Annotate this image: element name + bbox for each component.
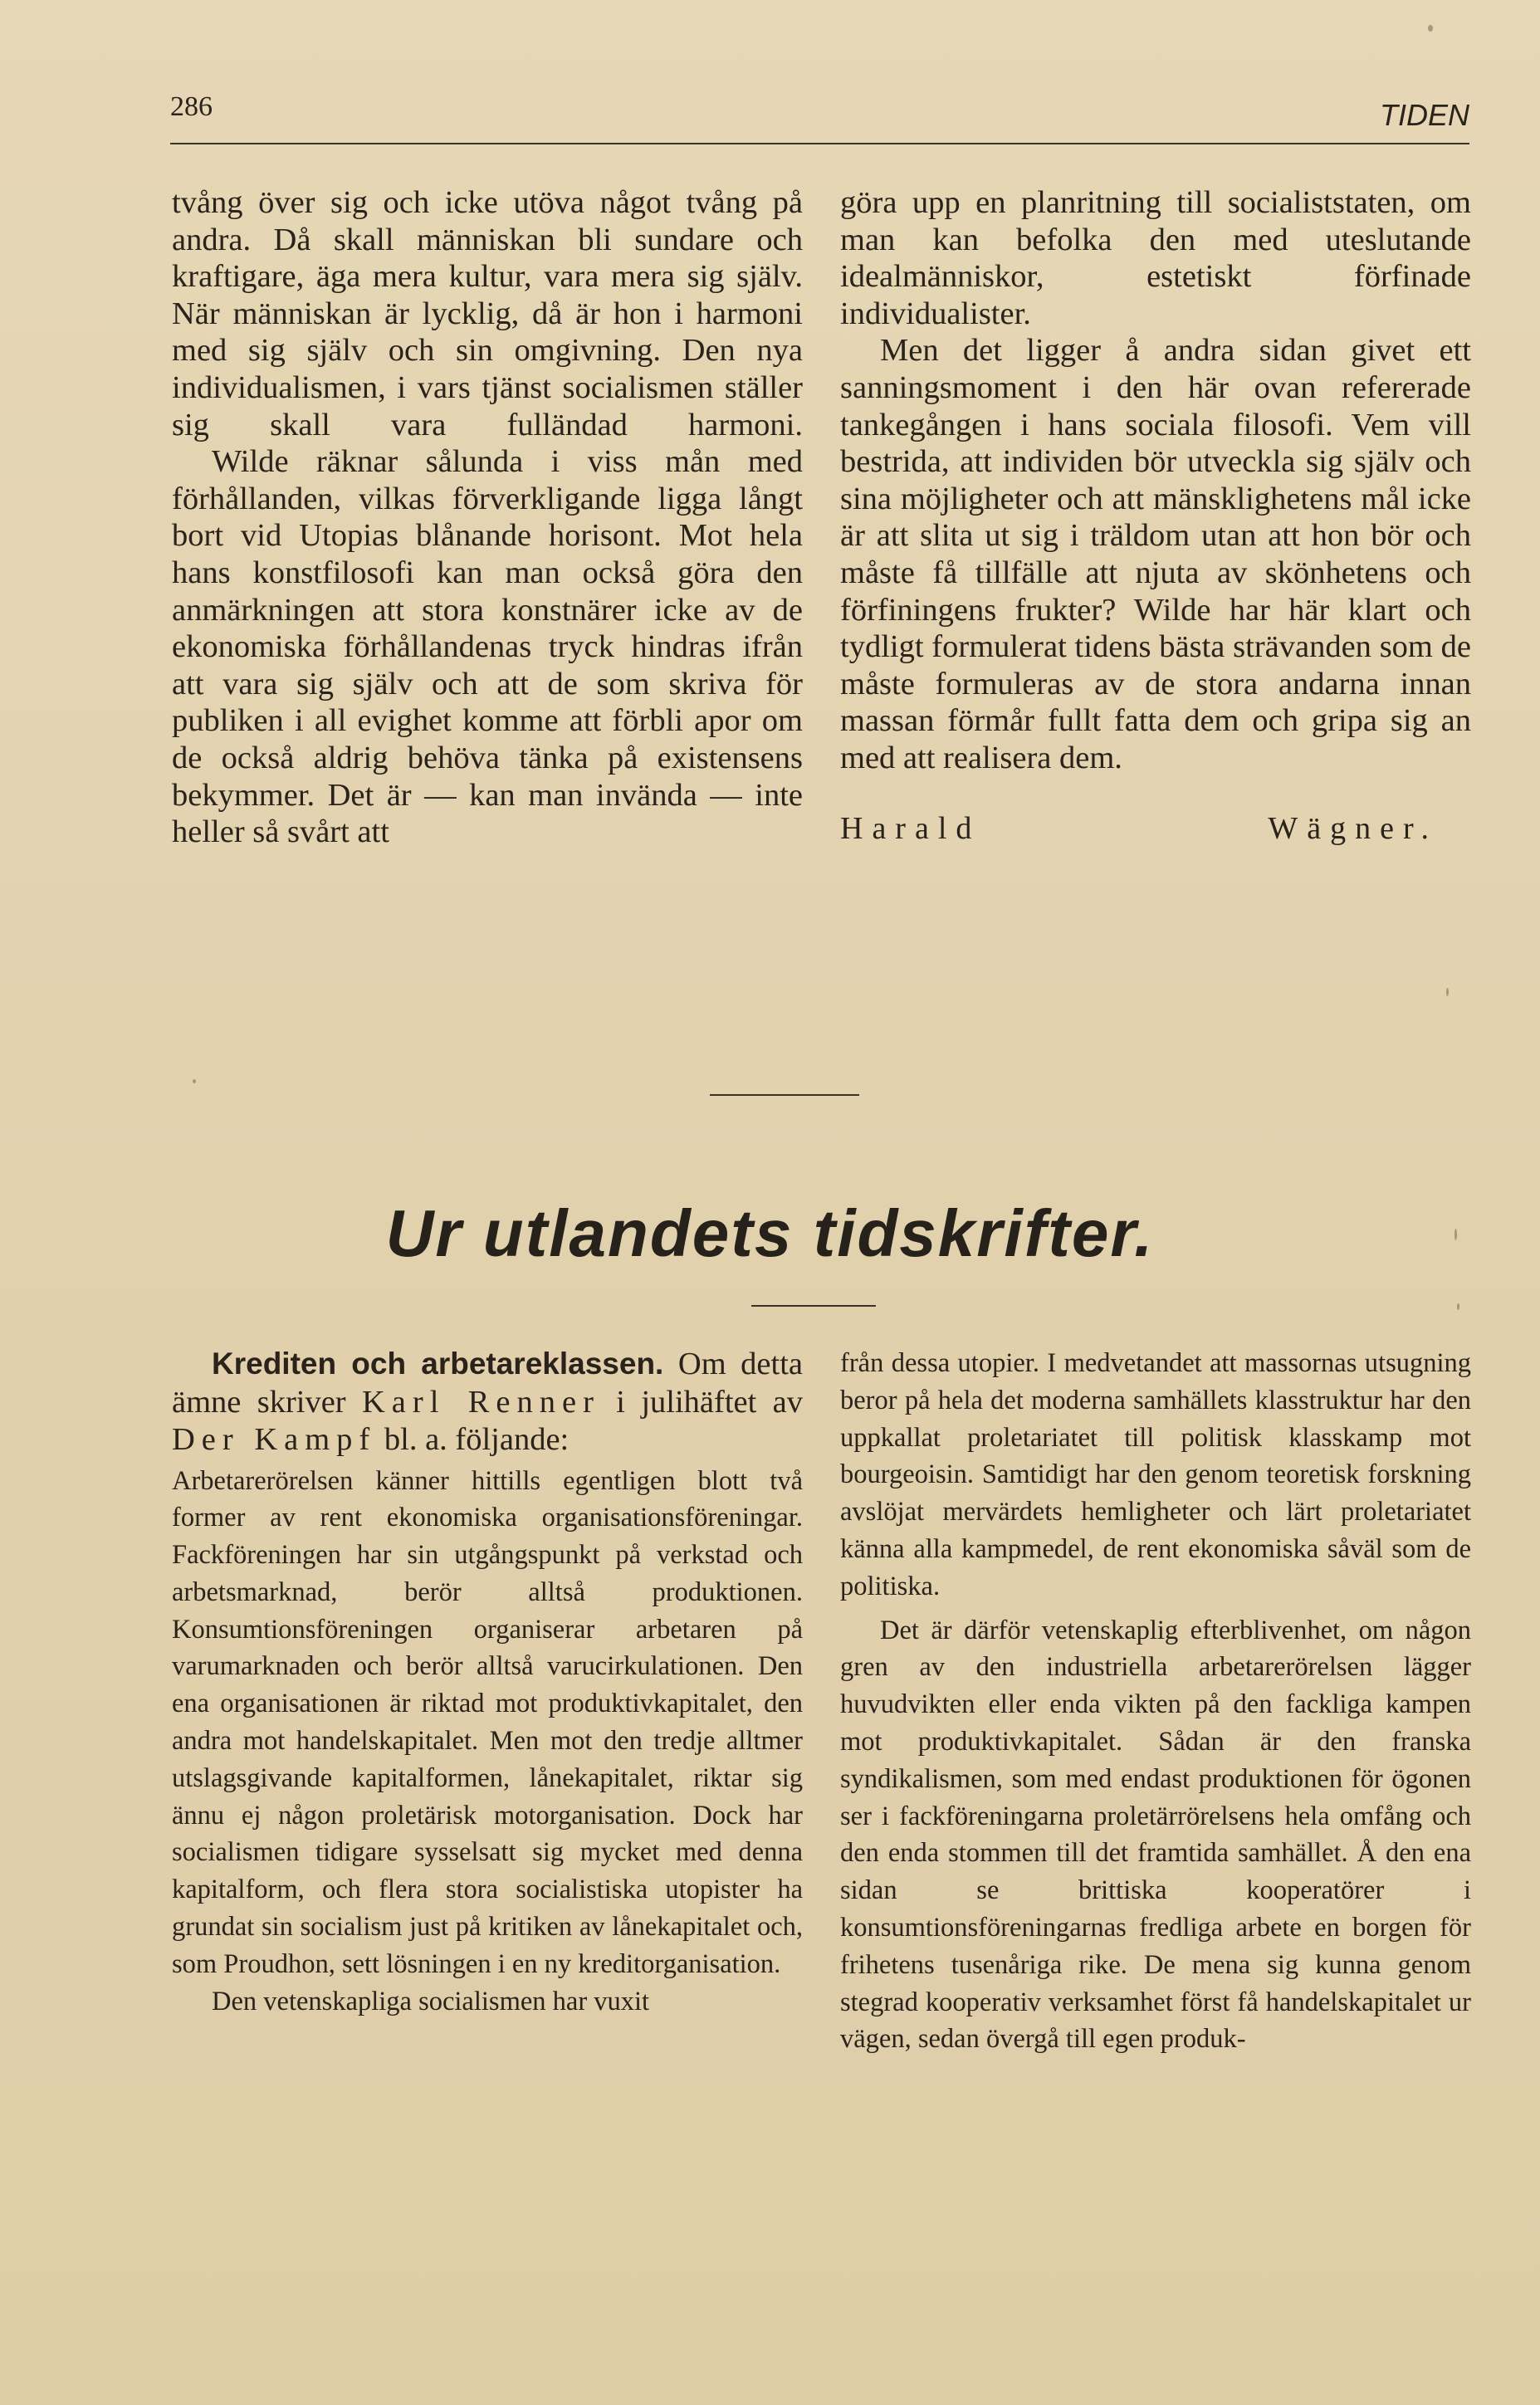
article-intro-c: bl. a. följande:: [376, 1422, 570, 1457]
article-right-column: [840, 1345, 1471, 2058]
article-lead: [172, 1345, 803, 1459]
top-right-paragraph-2: Men det ligger å andra sidan givet ett sanningsmoment i den här ovan refererade tankegången i hans sociala filosofi. Vem vill bestrida, att individen bör utveckla sig själv och sina möjligheter och att mänsklighetens mål icke är att slita ut sig i träldom utan att hon bör och måste få tillfälle att njuta av skönhetens och förfiningens frukter? Wilde har här klart och tydligt formulerat tidens bästa strävanden som de måste formuleras av de stora andarna innan massan förmår fullt fatta dem och gripa sig an med att realisera dem.: [840, 333, 1471, 775]
paper-speck: [1446, 988, 1449, 996]
article-left-paragraph-2: Den vetenskapliga socialismen har vuxit: [212, 1986, 650, 2016]
article-author: Karl Renner: [361, 1384, 600, 1420]
top-right-paragraph-1: göra upp en planritning till socialiststaten, om man kan befolka den med uteslutande idealmänniskor, estetiskt förfinade individualister.: [840, 185, 1471, 331]
journal-title: TIDEN: [1380, 98, 1469, 132]
paper-speck: [1457, 1303, 1459, 1310]
article-title: Krediten och arbetareklassen.: [212, 1347, 664, 1381]
section-divider-bottom: [751, 1305, 876, 1307]
top-left-column: [172, 184, 803, 851]
article-right-paragraph-1: från dessa utopier. I medvetandet att massornas utsugning beror på hela det moderna samhällets klasstruktur har den uppkallat proletariatet till politisk klasskamp mot bourgeoisin. Samtidigt har den genom teoretisk forskning avslöjat mervärdets hemligheter och lärt proletariatet känna alla kampmedel, de rent ekonomiska såväl som de politiska.: [840, 1348, 1471, 1601]
author-signature: Harald Wägner.: [840, 810, 1438, 846]
top-left-paragraph-2: Wilde räknar sålunda i viss mån med förhållanden, vilkas förverkligande ligga långt bort vid Utopias blånande horisont. Mot hela hans konstfilosofi kan man också göra den anmärkningen att stora konstnärer icke av de ekonomiska förhållandenas tryck hindras ifrån att vara sig själv och att de som skriva för publiken i all evighet komme att förbli apor om de också aldrig behöva tänka på existensens bekymmer. Det är — kan man invända — inte heller så svårt att: [172, 444, 803, 850]
article-intro-b: i julihäftet av: [599, 1384, 803, 1420]
article-left-column: [172, 1345, 803, 2020]
paper-speck: [1454, 1229, 1457, 1240]
page-header: [170, 91, 1469, 144]
article-magazine: Der Kampf: [172, 1422, 377, 1457]
paper-speck: [1428, 25, 1433, 32]
article-right-paragraph-2: Det är därför vetenskaplig efterblivenhet, om någon gren av den industriella arbetarerörelsen lägger huvudvikten eller enda vikten på den fackliga kampen mot produktivkapitalet. Sådan är den franska syndikalismen, som med endast produktionen för ögonen ser i fackföreningarna proletärrörelsens hela omfång och den enda stommen till det framtida samhället. Å den ena sidan se brittiska kooperatörer i konsumtionsföreningarnas fredliga arbete en borgen för frihetens tusenåriga rike. De mena sig kunna genom stegrad kooperativ verksamhet först få handelskapitalet ur vägen, sedan övergå till egen produk-: [840, 1615, 1471, 2055]
paper-speck: [193, 1079, 196, 1083]
top-left-paragraph-1: tvång över sig och icke utöva något tvång på andra. Då skall människan bli sundare och kraftigare, äga mera kultur, vara mera sig själv. När människan är lycklig, då är hon i harmoni med sig själv och sin omgivning. Den nya individualismen, i vars tjänst socialismen ställer sig skall vara fulländad harmoni.: [172, 185, 803, 442]
section-divider-top: [710, 1094, 859, 1096]
top-right-column: [840, 184, 1471, 847]
page-number: 286: [170, 91, 213, 122]
section-title: Ur utlandets tidskrifter.: [385, 1196, 1155, 1270]
article-left-paragraph-1: Arbetarerörelsen känner hittills egentligen blott två former av rent ekonomiska organisationsföreningar. Fackföreningen har sin utgångspunkt på verkstad och arbetsmarknad, berör alltså produktionen. Konsumtionsföreningen organiserar arbetaren på varumarknaden och berör alltså varucirkulationen. Den ena organisationen är riktad mot produktivkapitalet, den andra mot handelskapitalet. Men mot den tredje alltmer utslagsgivande kapitalformen, lånekapitalet, riktar sig ännu ej någon proletärisk motorganisation. Dock har socialismen tidigare sysselsatt sig mycket med denna kapitalform, och flera stora socialistiska utopister ha grundat sin socialism just på kritiken av lånekapitalet och, som Proudhon, sett lösningen i en ny kreditorganisation.: [172, 1465, 803, 1979]
article-intro-a: Om detta ämne skriver: [172, 1347, 803, 1420]
